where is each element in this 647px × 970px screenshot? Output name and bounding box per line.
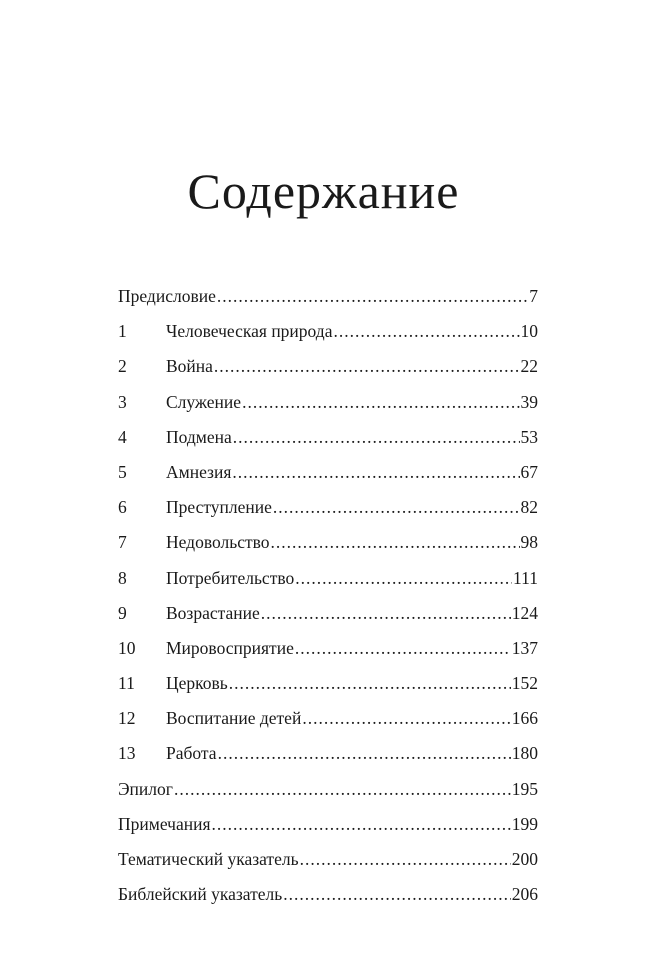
chapter-number: 3 <box>118 391 127 412</box>
toc-entry <box>118 462 538 497</box>
entry-title: Библейский указатель <box>118 884 283 905</box>
dot-leader <box>233 427 520 448</box>
page-number: 200 <box>511 849 538 869</box>
entry-title: Преступление <box>166 497 272 518</box>
chapter-number: 13 <box>118 743 136 764</box>
page-number: 98 <box>520 532 538 553</box>
toc-entry <box>118 356 538 391</box>
toc-entry <box>118 884 538 919</box>
page-number: 82 <box>520 497 538 518</box>
toc-entry <box>118 392 538 427</box>
toc-entry <box>118 532 538 567</box>
entry-title: Церковь <box>166 673 228 694</box>
entry-title: Эпилог <box>118 778 173 799</box>
dot-leader <box>229 673 511 694</box>
chapter-number: 9 <box>118 602 127 623</box>
dot-leader <box>295 638 511 659</box>
page-number: 199 <box>511 813 538 834</box>
page-number: 22 <box>520 356 538 377</box>
page-number: 137 <box>511 637 538 658</box>
page-number: 180 <box>511 743 538 764</box>
chapter-number: 12 <box>118 708 136 729</box>
toc-entry <box>118 603 538 638</box>
chapter-number: 11 <box>118 673 135 694</box>
toc-entry <box>118 814 538 849</box>
toc-entry <box>118 321 538 356</box>
entry-title: Возрастание <box>166 602 260 623</box>
entry-title: Человеческая природа <box>166 321 333 342</box>
entry-title: Амнезия <box>166 461 232 482</box>
table-of-contents <box>118 286 538 919</box>
toc-entry <box>118 427 538 462</box>
page-number: 124 <box>511 602 538 623</box>
entry-title: Служение <box>166 391 242 412</box>
entry-title: Потребительство <box>166 567 295 588</box>
entry-title: Примечания <box>118 813 211 834</box>
entry-title: Воспитание детей <box>166 708 302 729</box>
chapter-number: 6 <box>118 497 127 518</box>
dot-leader <box>242 392 519 413</box>
chapter-number: 10 <box>118 637 136 658</box>
chapter-number: 2 <box>118 356 127 377</box>
page-number: 111 <box>513 567 538 588</box>
dot-leader <box>302 708 510 729</box>
page-number: 166 <box>511 708 538 729</box>
toc-entry <box>118 568 538 603</box>
toc-entry <box>118 638 538 673</box>
dot-leader <box>283 884 511 905</box>
entry-title: Тематический указатель <box>118 849 299 869</box>
page-number: 195 <box>511 778 538 799</box>
entry-title: Предисловие <box>118 286 216 306</box>
chapter-number: 1 <box>118 321 127 342</box>
entry-title: Работа <box>166 743 217 764</box>
dot-leader <box>174 779 511 800</box>
dot-leader <box>217 286 528 307</box>
toc-entry <box>118 286 538 321</box>
chapter-number: 7 <box>118 532 127 553</box>
page-number: 53 <box>520 426 538 447</box>
page-number: 7 <box>529 286 538 306</box>
page-number: 152 <box>511 673 538 694</box>
dot-leader <box>273 497 520 518</box>
toc-entry <box>118 849 538 884</box>
dot-leader <box>300 849 511 870</box>
page-number: 206 <box>511 884 538 905</box>
page-number: 10 <box>520 321 538 342</box>
toc-entry <box>118 673 538 708</box>
page-number: 39 <box>520 391 538 412</box>
entry-title: Война <box>166 356 213 377</box>
dot-leader <box>212 814 511 835</box>
toc-entry <box>118 708 538 743</box>
dot-leader <box>214 356 520 377</box>
entry-title: Недовольство <box>166 532 270 553</box>
dot-leader <box>295 568 512 589</box>
toc-entry <box>118 779 538 814</box>
dot-leader <box>261 603 511 624</box>
dot-leader <box>333 321 519 342</box>
chapter-number: 8 <box>118 567 127 588</box>
chapter-number: 5 <box>118 461 127 482</box>
entry-title: Подмена <box>166 426 232 447</box>
dot-leader <box>218 743 511 764</box>
toc-entry <box>118 497 538 532</box>
dot-leader <box>232 462 519 483</box>
page-title: Содержание <box>187 162 460 219</box>
toc-entry <box>118 743 538 778</box>
page-number: 67 <box>520 461 538 482</box>
entry-title: Мировосприятие <box>166 637 294 658</box>
chapter-number: 4 <box>118 426 127 447</box>
dot-leader <box>271 532 520 553</box>
